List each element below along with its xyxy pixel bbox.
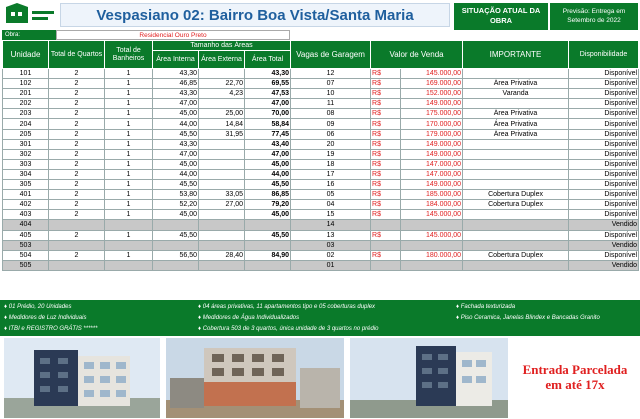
cell-vagas: 08 xyxy=(291,109,371,119)
cell-area-interna: 47,00 xyxy=(153,149,199,159)
cell-importante: Área Privativa xyxy=(463,79,569,89)
cell-area-externa: 33,05 xyxy=(199,190,245,200)
cell-banheiros: 1 xyxy=(105,69,153,79)
table-row[interactable] xyxy=(3,250,639,260)
cell-area-externa: 28,40 xyxy=(199,250,245,260)
feature-note: ♦ Medidores de Luz Individuais xyxy=(4,315,87,321)
cell-vagas: 03 xyxy=(291,240,371,250)
cell-banheiros: 1 xyxy=(105,190,153,200)
cell-banheiros: 1 xyxy=(105,139,153,149)
cell-area-total: 43,30 xyxy=(245,69,291,79)
cell-area-total: 84,90 xyxy=(245,250,291,260)
cell-importante xyxy=(463,139,569,149)
cell-valor: 145.000,00 xyxy=(401,210,463,220)
cell-currency: R$ xyxy=(371,250,401,260)
feature-note: ♦ Medidores de Água Individualizados xyxy=(198,315,300,321)
cell-vagas: 10 xyxy=(291,89,371,99)
cell-currency xyxy=(371,220,401,230)
cell-area-externa: 22,70 xyxy=(199,79,245,89)
cell-unidade: 305 xyxy=(3,180,49,190)
cell-area-total: 77,45 xyxy=(245,129,291,139)
table-row[interactable] xyxy=(3,149,639,159)
cell-area-externa: 14,84 xyxy=(199,119,245,129)
cell-quartos: 2 xyxy=(49,99,105,109)
cell-valor: 170.000,00 xyxy=(401,119,463,129)
cell-valor: 180.000,00 xyxy=(401,250,463,260)
cell-quartos xyxy=(49,240,105,250)
cell-vagas: 16 xyxy=(291,180,371,190)
cell-disponibilidade: Disponível xyxy=(569,149,639,159)
obra-blank xyxy=(290,30,640,40)
cell-valor: 175.000,00 xyxy=(401,109,463,119)
cell-disponibilidade: Disponível xyxy=(569,159,639,169)
cell-area-externa xyxy=(199,220,245,230)
col-valor: Valor de Venda xyxy=(371,41,463,69)
cell-vagas: 18 xyxy=(291,159,371,169)
table-row[interactable] xyxy=(3,200,639,210)
cell-currency: R$ xyxy=(371,230,401,240)
cell-importante xyxy=(463,159,569,169)
cell-currency: R$ xyxy=(371,89,401,99)
cell-disponibilidade: Disponível xyxy=(569,190,639,200)
cell-quartos: 2 xyxy=(49,119,105,129)
cell-currency: R$ xyxy=(371,210,401,220)
cell-importante: Cobertura Duplex xyxy=(463,190,569,200)
construction-photo-image xyxy=(166,338,344,418)
cell-banheiros: 1 xyxy=(105,89,153,99)
cell-vagas: 20 xyxy=(291,139,371,149)
cell-disponibilidade: Disponível xyxy=(569,69,639,79)
cell-area-interna: 46,85 xyxy=(153,79,199,89)
cell-unidade: 302 xyxy=(3,149,49,159)
cell-valor: 147.000,00 xyxy=(401,159,463,169)
cell-area-externa xyxy=(199,99,245,109)
cell-valor xyxy=(401,240,463,250)
cell-vagas: 19 xyxy=(291,149,371,159)
cell-vagas: 07 xyxy=(291,79,371,89)
cell-importante xyxy=(463,220,569,230)
cell-area-externa xyxy=(199,230,245,240)
col-vagas: Vagas de Garagem xyxy=(291,41,371,69)
units-table xyxy=(2,40,639,271)
cell-vagas: 04 xyxy=(291,200,371,210)
cell-area-externa: 25,00 xyxy=(199,109,245,119)
cell-unidade: 201 xyxy=(3,89,49,99)
cell-valor: 147.000,00 xyxy=(401,169,463,179)
cell-quartos: 2 xyxy=(49,169,105,179)
cell-quartos: 2 xyxy=(49,180,105,190)
cell-currency: R$ xyxy=(371,109,401,119)
cell-unidade: 504 xyxy=(3,250,49,260)
forecast-line-1: Previsão: Entrega em xyxy=(562,8,626,15)
cell-area-externa xyxy=(199,180,245,190)
feature-note: ♦ 01 Prédio, 20 Unidades xyxy=(4,304,72,310)
cell-importante xyxy=(463,99,569,109)
cell-disponibilidade: Vendido xyxy=(569,240,639,250)
cell-area-total: 47,00 xyxy=(245,149,291,159)
cell-importante xyxy=(463,180,569,190)
cell-quartos: 2 xyxy=(49,79,105,89)
cell-importante xyxy=(463,210,569,220)
feature-note: ♦ Cobertura 503 de 3 quartos, única unidade de 3 quartos no prédio xyxy=(198,326,379,332)
cell-area-interna: 45,00 xyxy=(153,210,199,220)
cell-banheiros xyxy=(105,240,153,250)
cell-area-total: 79,20 xyxy=(245,200,291,210)
cell-importante xyxy=(463,230,569,240)
cell-banheiros: 1 xyxy=(105,159,153,169)
table-row[interactable] xyxy=(3,139,639,149)
forecast-line-2: Setembro de 2022 xyxy=(567,17,621,24)
obra-status-button[interactable]: SITUAÇÃO ATUAL DA OBRA xyxy=(454,3,548,30)
cell-currency: R$ xyxy=(371,190,401,200)
title-bar xyxy=(0,0,640,30)
col-areas-group: Tamanho das Áreas xyxy=(153,41,291,51)
cell-area-interna: 43,30 xyxy=(153,69,199,79)
cell-disponibilidade: Vendido xyxy=(569,220,639,230)
cell-banheiros: 1 xyxy=(105,210,153,220)
cell-banheiros: 1 xyxy=(105,79,153,89)
cell-area-total xyxy=(245,240,291,250)
forecast-box xyxy=(550,3,638,30)
cell-currency: R$ xyxy=(371,139,401,149)
feature-note: ♦ Fachada texturizada xyxy=(456,304,516,310)
cell-disponibilidade: Vendido xyxy=(569,260,639,270)
building-render-image xyxy=(4,338,160,418)
cell-quartos: 2 xyxy=(49,139,105,149)
cell-vagas: 11 xyxy=(291,99,371,109)
cell-area-total: 58,84 xyxy=(245,119,291,129)
cell-area-total: 45,50 xyxy=(245,230,291,240)
cell-unidade: 404 xyxy=(3,220,49,230)
cell-valor: 169.000,00 xyxy=(401,79,463,89)
cell-quartos: 2 xyxy=(49,230,105,240)
obra-label: Obra: xyxy=(2,30,56,40)
page-title: Vespasiano 02: Bairro Boa Vista/Santa Maria xyxy=(60,3,450,27)
features-footer xyxy=(0,300,640,336)
col-area-interna: Área Interna xyxy=(153,51,199,69)
cell-area-externa xyxy=(199,139,245,149)
cell-area-total: 45,50 xyxy=(245,180,291,190)
cell-disponibilidade: Disponível xyxy=(569,230,639,240)
obra-row xyxy=(0,30,640,40)
cell-currency: R$ xyxy=(371,169,401,179)
cell-quartos: 2 xyxy=(49,89,105,99)
cell-banheiros: 1 xyxy=(105,99,153,109)
col-importante: IMPORTANTE xyxy=(463,41,569,69)
cell-quartos: 2 xyxy=(49,109,105,119)
promo-line-1: Entrada Parcelada xyxy=(522,362,628,377)
cell-quartos: 2 xyxy=(49,149,105,159)
cell-area-externa xyxy=(199,149,245,159)
cell-area-interna: 45,00 xyxy=(153,159,199,169)
installment-promo xyxy=(512,362,638,392)
cell-valor: 149.000,00 xyxy=(401,99,463,109)
cell-vagas: 01 xyxy=(291,260,371,270)
cell-importante xyxy=(463,69,569,79)
table-row[interactable] xyxy=(3,260,639,270)
cell-unidade: 403 xyxy=(3,210,49,220)
cell-area-externa xyxy=(199,69,245,79)
cell-banheiros: 1 xyxy=(105,180,153,190)
cell-disponibilidade: Disponível xyxy=(569,169,639,179)
cell-quartos xyxy=(49,220,105,230)
cell-valor: 149.000,00 xyxy=(401,139,463,149)
cell-banheiros xyxy=(105,220,153,230)
cell-vagas: 05 xyxy=(291,190,371,200)
cell-area-externa: 4,23 xyxy=(199,89,245,99)
table-row[interactable] xyxy=(3,129,639,139)
cell-area-total: 69,55 xyxy=(245,79,291,89)
promo-line-2: em até 17x xyxy=(545,377,605,392)
feature-note: ♦ ITBI e REGISTRO GRÁTIS ****** xyxy=(4,326,98,332)
cell-unidade: 303 xyxy=(3,159,49,169)
cell-valor: 184.000,00 xyxy=(401,200,463,210)
col-banheiros: Total de Banheiros xyxy=(105,41,153,69)
cell-banheiros xyxy=(105,260,153,270)
cell-area-interna: 45,50 xyxy=(153,180,199,190)
table-row[interactable] xyxy=(3,180,639,190)
feature-note: ♦ Piso Ceramica, Janelas Blindex e Bancadas Granito xyxy=(456,315,600,321)
cell-area-total: 47,53 xyxy=(245,89,291,99)
cell-area-interna: 43,30 xyxy=(153,139,199,149)
cell-unidade: 101 xyxy=(3,69,49,79)
obra-name: Residencial Ouro Preto xyxy=(56,30,290,40)
cell-quartos: 2 xyxy=(49,250,105,260)
cell-disponibilidade: Disponível xyxy=(569,139,639,149)
cell-currency: R$ xyxy=(371,99,401,109)
cell-unidade: 401 xyxy=(3,190,49,200)
cell-disponibilidade: Disponível xyxy=(569,210,639,220)
cell-vagas: 06 xyxy=(291,129,371,139)
cell-area-total xyxy=(245,220,291,230)
table-row[interactable] xyxy=(3,109,639,119)
cell-area-total: 45,00 xyxy=(245,159,291,169)
cell-banheiros: 1 xyxy=(105,200,153,210)
col-disponibilidade: Disponibilidade xyxy=(569,41,639,69)
cell-area-total: 47,00 xyxy=(245,99,291,109)
table-row[interactable] xyxy=(3,99,639,109)
table-row[interactable] xyxy=(3,210,639,220)
cell-disponibilidade: Disponível xyxy=(569,99,639,109)
cell-disponibilidade: Disponível xyxy=(569,180,639,190)
cell-currency: R$ xyxy=(371,180,401,190)
cell-quartos: 2 xyxy=(49,159,105,169)
table-row[interactable] xyxy=(3,159,639,169)
cell-area-externa: 31,95 xyxy=(199,129,245,139)
cell-area-externa xyxy=(199,159,245,169)
cell-area-total: 43,40 xyxy=(245,139,291,149)
cell-currency: R$ xyxy=(371,159,401,169)
company-logo-icon xyxy=(4,3,58,27)
cell-area-interna xyxy=(153,240,199,250)
col-quartos: Total de Quartos xyxy=(49,41,105,69)
feature-note: ♦ 04 áreas privativas, 11 apartamentos tipo e 05 coberturas duplex xyxy=(198,304,376,310)
table-row[interactable] xyxy=(3,190,639,200)
col-area-total: Área Total xyxy=(245,51,291,69)
cell-importante: Área Privativa xyxy=(463,119,569,129)
cell-banheiros: 1 xyxy=(105,230,153,240)
cell-valor: 149.000,00 xyxy=(401,149,463,159)
table-row[interactable] xyxy=(3,69,639,79)
cell-area-total xyxy=(245,260,291,270)
cell-area-externa xyxy=(199,240,245,250)
cell-valor: 152.000,00 xyxy=(401,89,463,99)
cell-unidade: 204 xyxy=(3,119,49,129)
table-row[interactable] xyxy=(3,230,639,240)
cell-area-interna: 53,80 xyxy=(153,190,199,200)
building-facade-image xyxy=(350,338,508,418)
cell-importante: Cobertura Duplex xyxy=(463,200,569,210)
cell-disponibilidade: Disponível xyxy=(569,250,639,260)
cell-banheiros: 1 xyxy=(105,149,153,159)
cell-unidade: 503 xyxy=(3,240,49,250)
cell-area-interna: 45,00 xyxy=(153,109,199,119)
cell-vagas: 17 xyxy=(291,169,371,179)
cell-currency: R$ xyxy=(371,129,401,139)
cell-quartos: 2 xyxy=(49,69,105,79)
cell-vagas: 15 xyxy=(291,210,371,220)
cell-area-interna xyxy=(153,220,199,230)
cell-valor: 149.000,00 xyxy=(401,180,463,190)
cell-unidade: 405 xyxy=(3,230,49,240)
cell-unidade: 102 xyxy=(3,79,49,89)
cell-area-externa xyxy=(199,260,245,270)
cell-unidade: 402 xyxy=(3,200,49,210)
cell-disponibilidade: Disponível xyxy=(569,89,639,99)
cell-importante: Área Privativa xyxy=(463,109,569,119)
cell-area-total: 45,00 xyxy=(245,210,291,220)
cell-disponibilidade: Disponível xyxy=(569,200,639,210)
table-row[interactable] xyxy=(3,119,639,129)
cell-area-interna: 45,50 xyxy=(153,129,199,139)
cell-valor xyxy=(401,220,463,230)
cell-importante: Área Privativa xyxy=(463,129,569,139)
table-row[interactable] xyxy=(3,79,639,89)
cell-area-externa: 27,00 xyxy=(199,200,245,210)
cell-banheiros: 1 xyxy=(105,129,153,139)
cell-quartos: 2 xyxy=(49,210,105,220)
cell-area-interna: 56,50 xyxy=(153,250,199,260)
cell-area-interna: 43,30 xyxy=(153,89,199,99)
cell-unidade: 304 xyxy=(3,169,49,179)
cell-valor: 145.000,00 xyxy=(401,230,463,240)
cell-currency: R$ xyxy=(371,200,401,210)
cell-currency: R$ xyxy=(371,119,401,129)
cell-area-interna: 45,50 xyxy=(153,230,199,240)
cell-disponibilidade: Disponível xyxy=(569,79,639,89)
cell-currency: R$ xyxy=(371,79,401,89)
cell-importante xyxy=(463,169,569,179)
cell-importante: Cobertura Duplex xyxy=(463,250,569,260)
table-row[interactable] xyxy=(3,220,639,230)
cell-quartos: 2 xyxy=(49,200,105,210)
cell-area-total: 86,85 xyxy=(245,190,291,200)
cell-unidade: 203 xyxy=(3,109,49,119)
cell-quartos xyxy=(49,260,105,270)
cell-vagas: 13 xyxy=(291,230,371,240)
cell-area-interna: 44,00 xyxy=(153,169,199,179)
cell-disponibilidade: Disponível xyxy=(569,129,639,139)
table-row[interactable] xyxy=(3,169,639,179)
cell-valor: 179.000,00 xyxy=(401,129,463,139)
cell-valor: 145.000,00 xyxy=(401,69,463,79)
table-row[interactable] xyxy=(3,89,639,99)
cell-area-interna: 52,20 xyxy=(153,200,199,210)
cell-area-interna: 44,00 xyxy=(153,119,199,129)
table-row[interactable] xyxy=(3,240,639,250)
cell-banheiros: 1 xyxy=(105,119,153,129)
cell-importante xyxy=(463,149,569,159)
cell-importante xyxy=(463,260,569,270)
cell-banheiros: 1 xyxy=(105,250,153,260)
col-area-externa: Área Externa xyxy=(199,51,245,69)
cell-area-externa xyxy=(199,169,245,179)
cell-area-externa xyxy=(199,210,245,220)
cell-currency: R$ xyxy=(371,149,401,159)
cell-vagas: 14 xyxy=(291,220,371,230)
cell-vagas: 12 xyxy=(291,69,371,79)
col-unidade: Unidade xyxy=(3,41,49,69)
cell-unidade: 505 xyxy=(3,260,49,270)
cell-quartos: 2 xyxy=(49,129,105,139)
cell-area-total: 44,00 xyxy=(245,169,291,179)
cell-vagas: 09 xyxy=(291,119,371,129)
cell-valor: 185.000,00 xyxy=(401,190,463,200)
cell-vagas: 02 xyxy=(291,250,371,260)
cell-importante xyxy=(463,240,569,250)
cell-valor xyxy=(401,260,463,270)
cell-banheiros: 1 xyxy=(105,169,153,179)
cell-quartos: 2 xyxy=(49,190,105,200)
cell-disponibilidade: Disponível xyxy=(569,109,639,119)
cell-unidade: 301 xyxy=(3,139,49,149)
cell-disponibilidade: Disponível xyxy=(569,119,639,129)
cell-importante: Varanda xyxy=(463,89,569,99)
cell-unidade: 205 xyxy=(3,129,49,139)
cell-area-interna xyxy=(153,260,199,270)
cell-banheiros: 1 xyxy=(105,109,153,119)
cell-unidade: 202 xyxy=(3,99,49,109)
cell-currency: R$ xyxy=(371,69,401,79)
cell-area-total: 70,00 xyxy=(245,109,291,119)
cell-area-interna: 47,00 xyxy=(153,99,199,109)
cell-currency xyxy=(371,260,401,270)
cell-currency xyxy=(371,240,401,250)
